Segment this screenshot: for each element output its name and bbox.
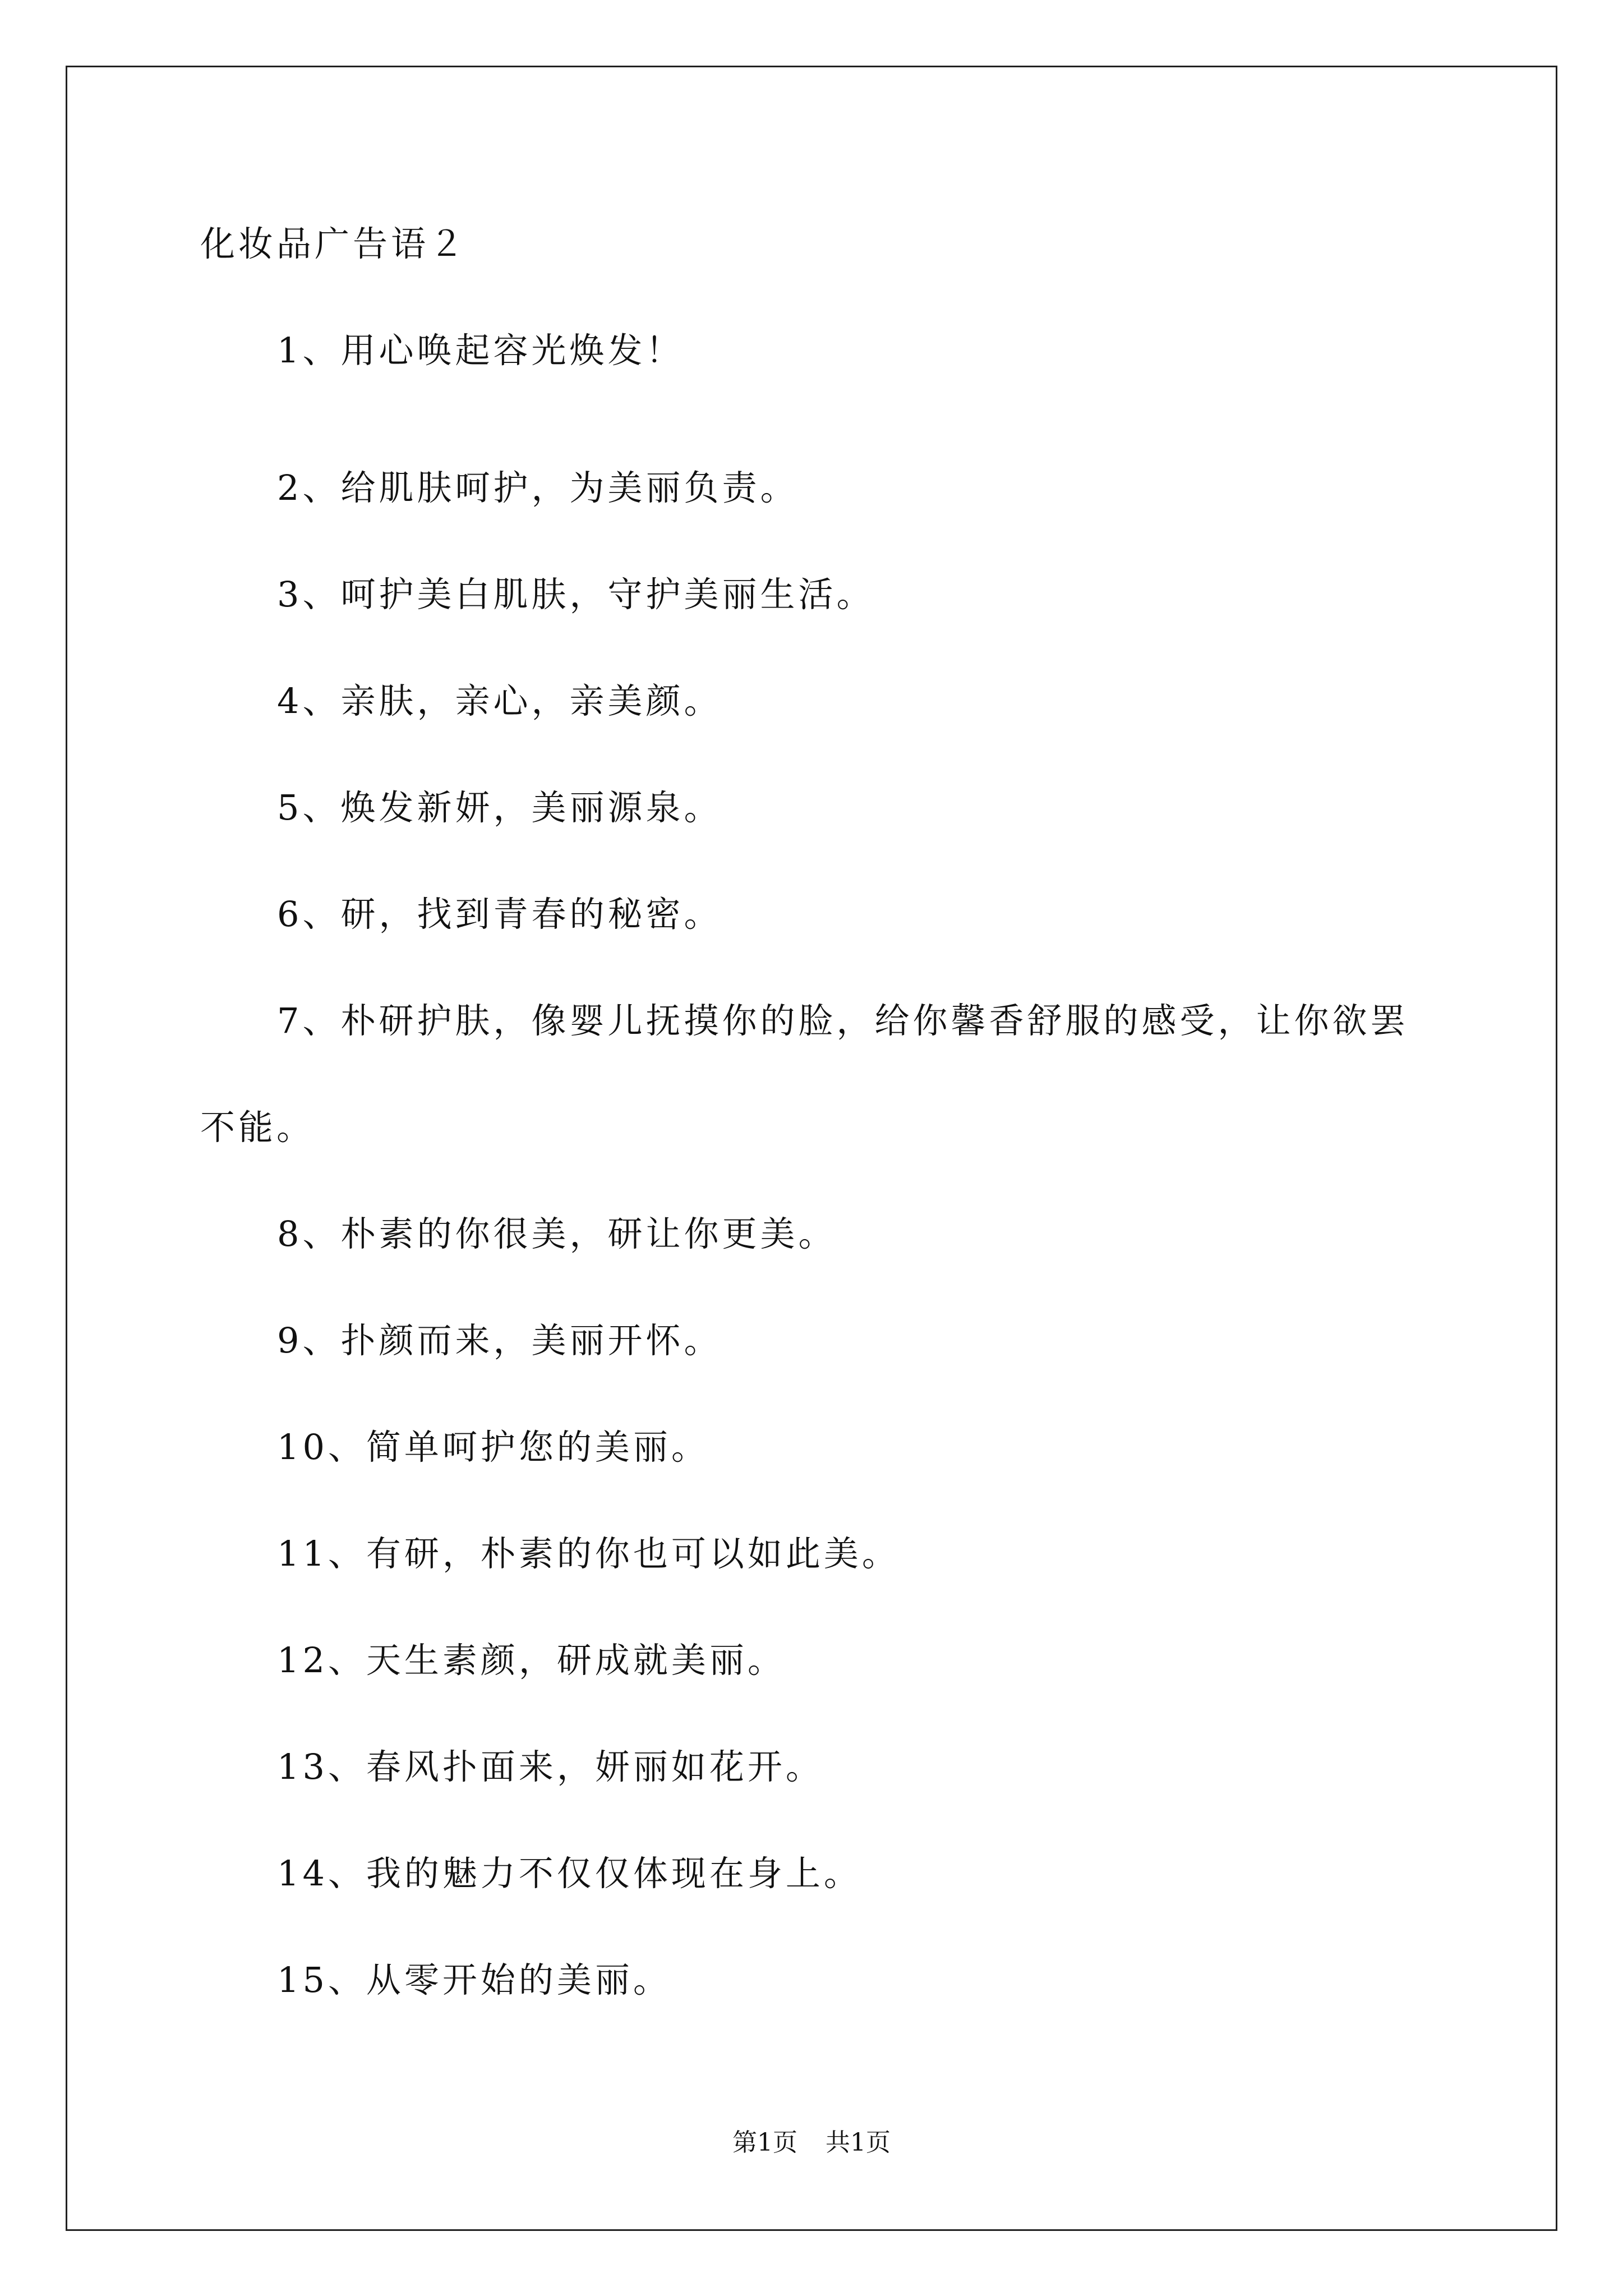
- page-number-current: 第1页: [732, 2128, 797, 2157]
- document-body: [200, 222, 1434, 2033]
- list-item: 2、给肌肤呵护，为美丽负责。: [277, 467, 799, 508]
- list-item: 12、天生素颜，研成就美丽。: [277, 1640, 786, 1681]
- list-item: 4、亲肤，亲心，亲美颜。: [277, 680, 722, 721]
- list-item: 7、朴研护肤，像婴儿抚摸你的脸，给你馨香舒服的感受，让你欲罢不能。: [200, 1000, 1409, 1148]
- document-title: 化妆品广告语２: [200, 223, 468, 264]
- list-item: 3、呵护美白肌肤，守护美丽生活。: [277, 574, 875, 615]
- list-item: 10、简单呵护您的美丽。: [277, 1427, 709, 1467]
- list-item: 8、朴素的你很美，研让你更美。: [277, 1213, 837, 1254]
- list-item: 9、扑颜而来，美丽开怀。: [277, 1320, 722, 1361]
- list-item: 13、春风扑面来，妍丽如花开。: [277, 1746, 824, 1787]
- list-item: 11、有研，朴素的你也可以如此美。: [277, 1533, 900, 1574]
- list-item: 5、焕发新妍，美丽源泉。: [277, 787, 722, 828]
- list-item: 6、研，找到青春的秘密。: [277, 894, 722, 935]
- list-item: 1、用心唤起容光焕发！: [277, 330, 684, 371]
- list-item: 14、我的魅力不仅仅体现在身上。: [277, 1853, 862, 1894]
- slogan-list: [200, 328, 1434, 2033]
- page-footer: [0, 2126, 1623, 2160]
- list-item: 15、从零开始的美丽。: [277, 1959, 671, 2000]
- page-number-total: 共1页: [826, 2128, 891, 2157]
